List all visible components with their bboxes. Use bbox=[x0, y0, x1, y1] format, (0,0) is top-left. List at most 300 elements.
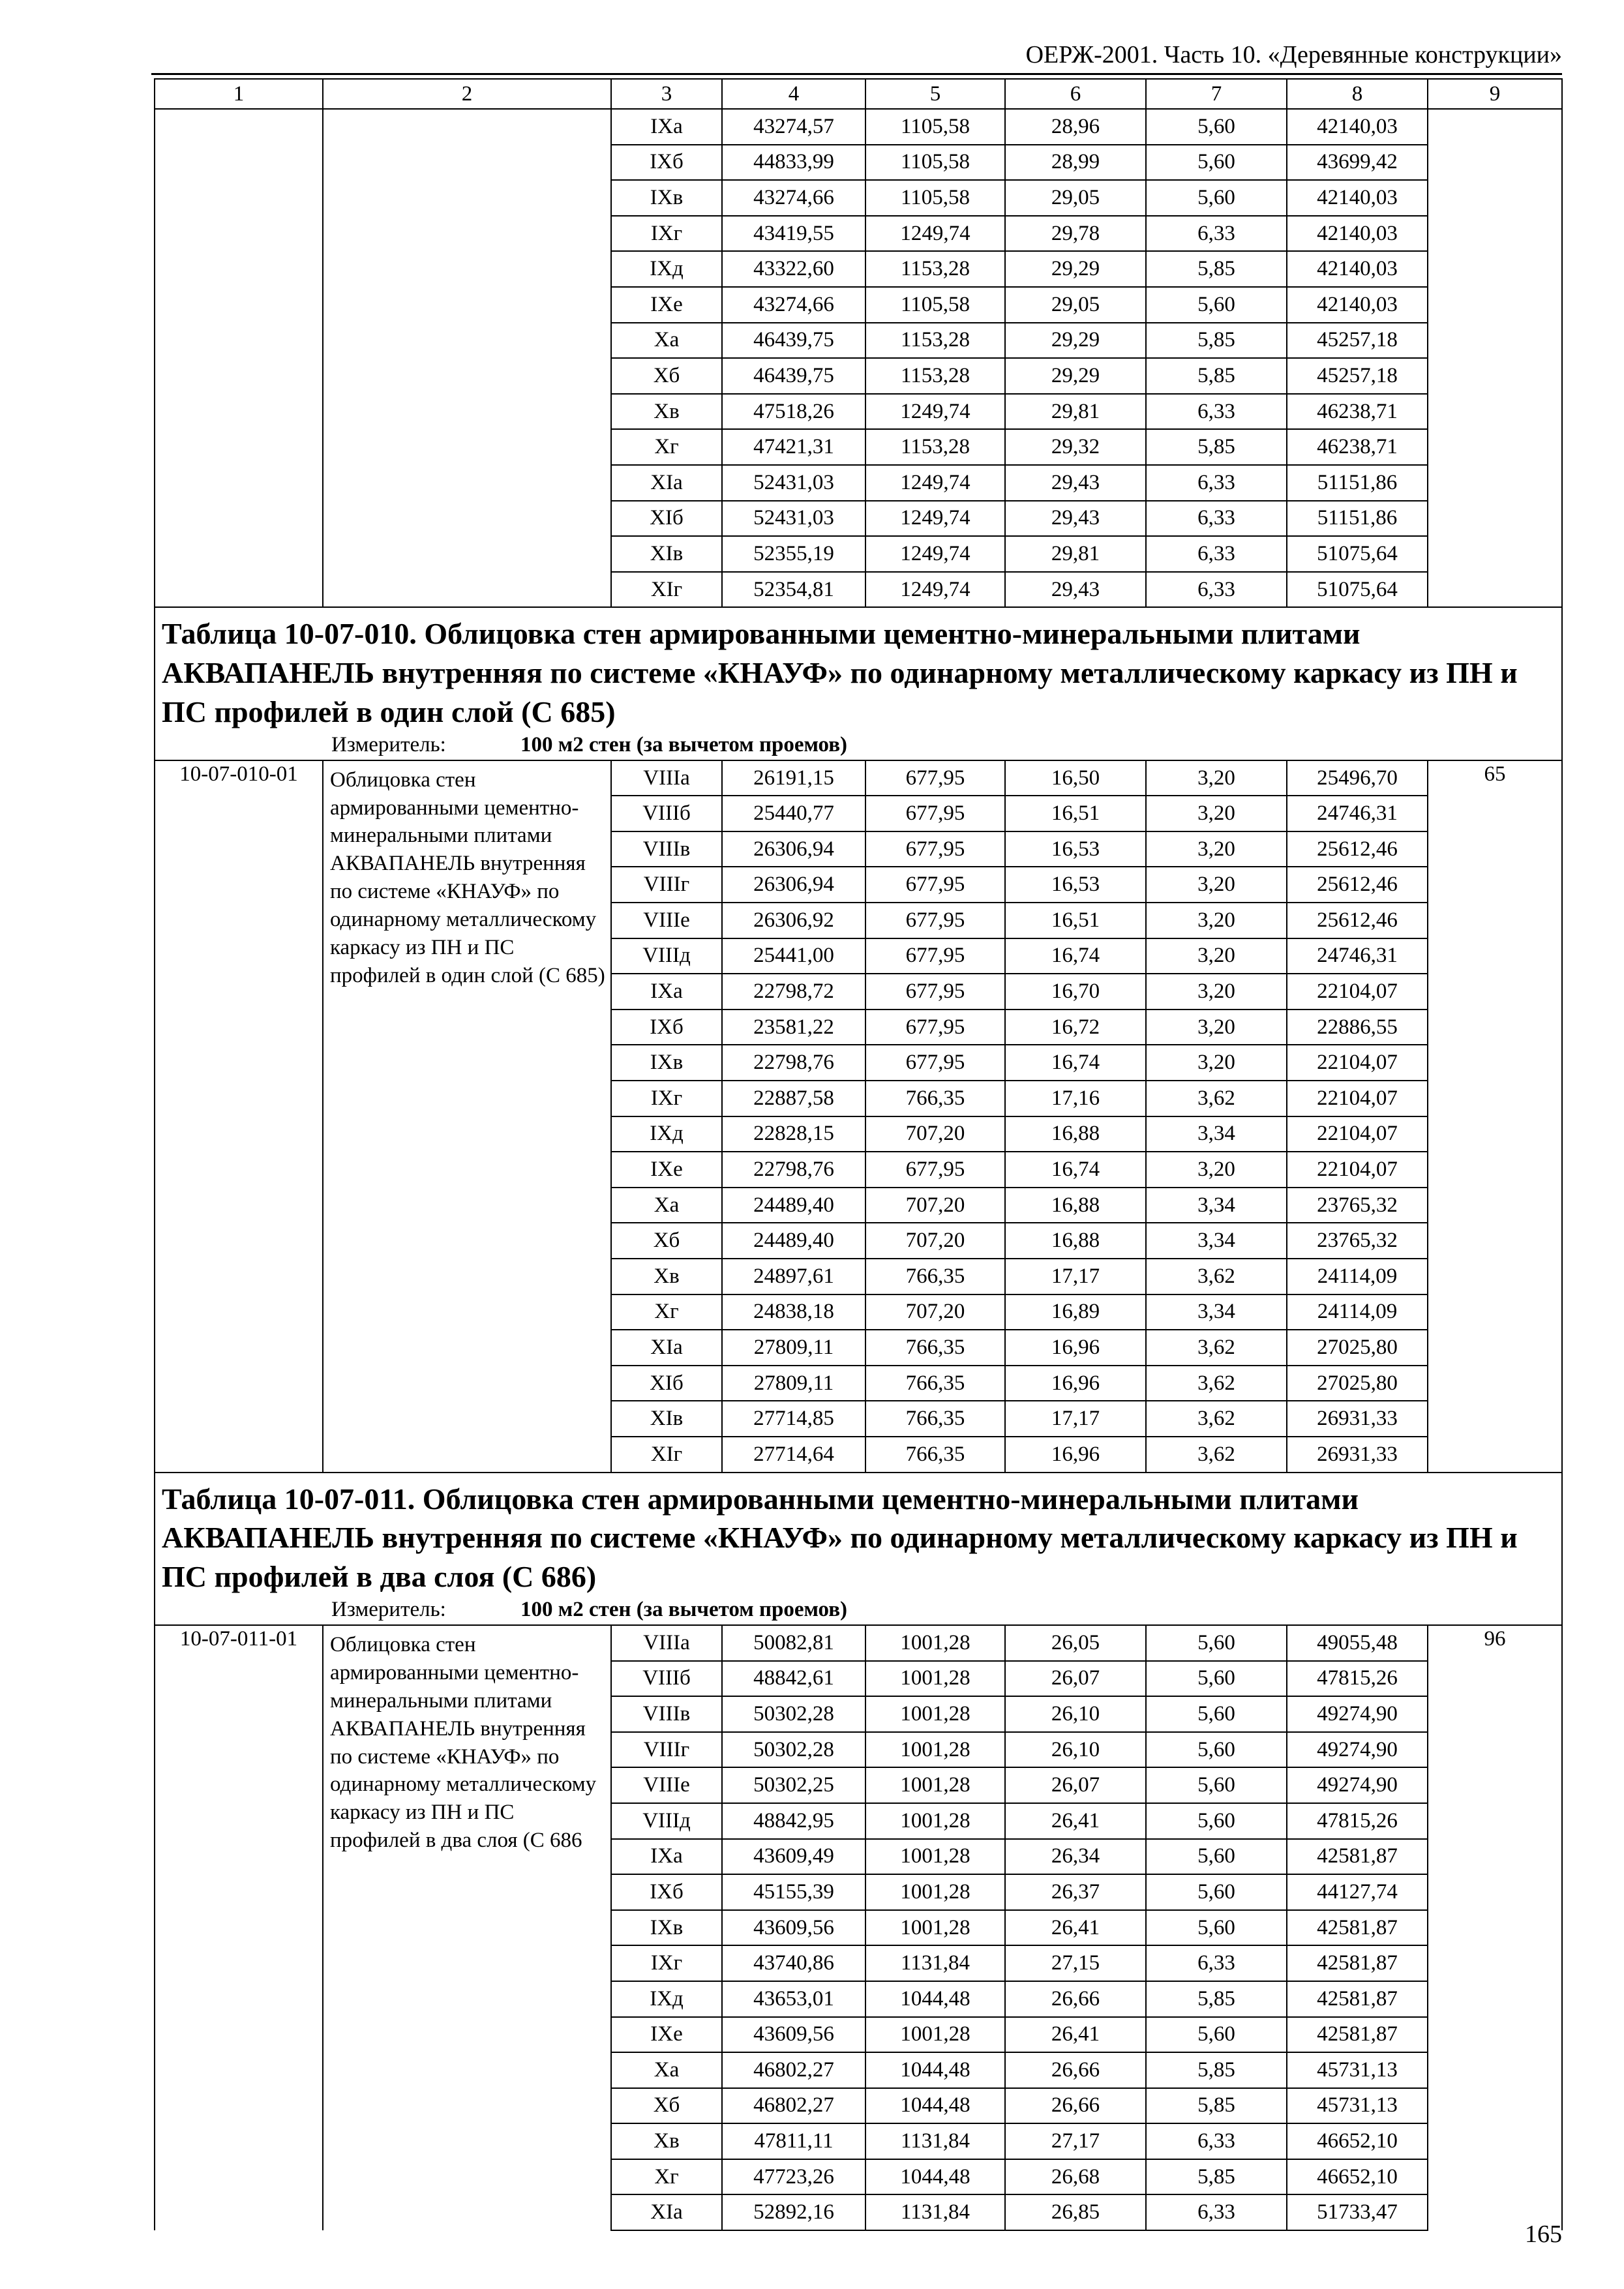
table-cell: 6,33 bbox=[1146, 2194, 1287, 2230]
table-cell: 3,62 bbox=[1146, 1366, 1287, 1401]
table-cell: IXд bbox=[611, 1981, 722, 2017]
table-cell: 45257,18 bbox=[1287, 323, 1428, 359]
table-cell: Xв bbox=[611, 394, 722, 430]
table-cell: 16,88 bbox=[1005, 1223, 1146, 1259]
table-cell: 677,95 bbox=[865, 974, 1005, 1010]
column-number: 6 bbox=[1005, 79, 1146, 109]
table-cell: 1001,28 bbox=[865, 1661, 1005, 1697]
table-cell: 16,51 bbox=[1005, 903, 1146, 938]
table-cell: 43274,66 bbox=[722, 287, 865, 323]
table-cell: IXе bbox=[611, 2017, 722, 2053]
table-cell: VIIIе bbox=[611, 903, 722, 938]
table-cell: 16,70 bbox=[1005, 974, 1146, 1010]
table-cell: 677,95 bbox=[865, 796, 1005, 831]
table-cell: 1153,28 bbox=[865, 251, 1005, 287]
table-cell: 24746,31 bbox=[1287, 938, 1428, 974]
table-cell: 3,20 bbox=[1146, 831, 1287, 867]
table-cell: 17,17 bbox=[1005, 1259, 1146, 1294]
table-cell: 5,60 bbox=[1146, 1696, 1287, 1732]
table-cell: 26,07 bbox=[1005, 1661, 1146, 1697]
table-cell: 677,95 bbox=[865, 760, 1005, 796]
table-cell: 52354,81 bbox=[722, 572, 865, 608]
table-cell: 25441,00 bbox=[722, 938, 865, 974]
table-cell: 3,62 bbox=[1146, 1259, 1287, 1294]
table-title: Таблица 10-07-010. Облицовка стен армированными цементно-минеральными плитами АКВАПАНЕЛЬ внутренняя по системе «КНАУФ» по одинарному металлическому каркасу из ПН и ПС профилей в один слой (С 685) bbox=[162, 617, 1518, 728]
table-cell: 707,20 bbox=[865, 1188, 1005, 1223]
table-cell: 26306,94 bbox=[722, 867, 865, 903]
table-cell: 6,33 bbox=[1146, 501, 1287, 537]
table-cell: 1249,74 bbox=[865, 216, 1005, 252]
table-cell: 3,62 bbox=[1146, 1330, 1287, 1366]
rate-description bbox=[323, 109, 611, 607]
rates-table bbox=[154, 78, 1563, 2231]
table-cell: 1001,28 bbox=[865, 1732, 1005, 1768]
table-cell: 26,05 bbox=[1005, 1625, 1146, 1661]
table-cell: 27025,80 bbox=[1287, 1330, 1428, 1366]
table-cell: 1001,28 bbox=[865, 1910, 1005, 1946]
column-number: 4 bbox=[722, 79, 865, 109]
table-cell: 43653,01 bbox=[722, 1981, 865, 2017]
table-cell: 16,72 bbox=[1005, 1010, 1146, 1045]
table-cell: 29,43 bbox=[1005, 465, 1146, 501]
table-cell: 44127,74 bbox=[1287, 1874, 1428, 1910]
table-cell: 16,50 bbox=[1005, 760, 1146, 796]
table-row bbox=[155, 109, 1562, 145]
table-cell: 16,53 bbox=[1005, 831, 1146, 867]
table-cell: IXг bbox=[611, 1081, 722, 1116]
table-cell: 26,10 bbox=[1005, 1696, 1146, 1732]
table-cell: 49274,90 bbox=[1287, 1696, 1428, 1732]
table-cell: VIIIд bbox=[611, 1803, 722, 1839]
table-cell: 5,60 bbox=[1146, 180, 1287, 216]
table-cell: 26,07 bbox=[1005, 1767, 1146, 1803]
table-cell: 23581,22 bbox=[722, 1010, 865, 1045]
table-cell: 52431,03 bbox=[722, 465, 865, 501]
table-cell: 29,43 bbox=[1005, 501, 1146, 537]
table-cell: 5,85 bbox=[1146, 429, 1287, 465]
table-cell: 1131,84 bbox=[865, 1945, 1005, 1981]
table-cell: 677,95 bbox=[865, 831, 1005, 867]
table-cell: 29,81 bbox=[1005, 394, 1146, 430]
table-cell: XIа bbox=[611, 1330, 722, 1366]
table-cell: 27714,85 bbox=[722, 1401, 865, 1437]
table-cell: 24114,09 bbox=[1287, 1259, 1428, 1294]
table-cell: 47518,26 bbox=[722, 394, 865, 430]
table-cell: IXа bbox=[611, 974, 722, 1010]
table-cell: 677,95 bbox=[865, 867, 1005, 903]
table-cell: 5,85 bbox=[1146, 2052, 1287, 2088]
table-cell: 22886,55 bbox=[1287, 1010, 1428, 1045]
table-cell: Xг bbox=[611, 2159, 722, 2195]
header-rule bbox=[151, 73, 1562, 75]
table-cell: 46439,75 bbox=[722, 323, 865, 359]
table-cell: 26,68 bbox=[1005, 2159, 1146, 2195]
table-cell: 16,96 bbox=[1005, 1330, 1146, 1366]
table-cell: 49274,90 bbox=[1287, 1732, 1428, 1768]
table-cell: 26,34 bbox=[1005, 1839, 1146, 1875]
table-cell: 24838,18 bbox=[722, 1294, 865, 1330]
table-cell: 23765,32 bbox=[1287, 1223, 1428, 1259]
table-cell: XIг bbox=[611, 572, 722, 608]
rate-description: Облицовка стен армированными цементно-минеральными плитами АКВАПАНЕЛЬ внутренняя по системе «КНАУФ» по одинарному металлическому каркасу из ПН и ПС профилей в два слоя (С 686 bbox=[323, 1625, 611, 2230]
table-cell: 5,60 bbox=[1146, 2017, 1287, 2053]
table-cell: 45731,13 bbox=[1287, 2052, 1428, 2088]
table-cell: 47815,26 bbox=[1287, 1803, 1428, 1839]
table-cell: 5,60 bbox=[1146, 1874, 1287, 1910]
table-cell: 5,60 bbox=[1146, 1910, 1287, 1946]
table-cell: 3,62 bbox=[1146, 1081, 1287, 1116]
table-cell: 707,20 bbox=[865, 1116, 1005, 1152]
table-cell: 1001,28 bbox=[865, 1696, 1005, 1732]
table-cell: 1249,74 bbox=[865, 572, 1005, 608]
table-cell: 3,34 bbox=[1146, 1188, 1287, 1223]
table-cell: 43609,56 bbox=[722, 2017, 865, 2053]
table-cell: 3,20 bbox=[1146, 1045, 1287, 1081]
table-cell: 3,20 bbox=[1146, 974, 1287, 1010]
page-header: ОЕРЖ-2001. Часть 10. «Деревянные конструкции» bbox=[1025, 41, 1562, 68]
table-cell: 5,60 bbox=[1146, 1839, 1287, 1875]
table-cell: XIа bbox=[611, 2194, 722, 2230]
table-cell: 16,96 bbox=[1005, 1437, 1146, 1473]
table-cell: XIб bbox=[611, 501, 722, 537]
table-cell: 6,33 bbox=[1146, 536, 1287, 572]
table-cell: 27809,11 bbox=[722, 1330, 865, 1366]
table-cell: 45155,39 bbox=[722, 1874, 865, 1910]
table-cell: 1105,58 bbox=[865, 287, 1005, 323]
table-cell: 26,10 bbox=[1005, 1732, 1146, 1768]
table-cell: VIIIе bbox=[611, 1767, 722, 1803]
table-cell: 50302,25 bbox=[722, 1767, 865, 1803]
table-cell: Xб bbox=[611, 358, 722, 394]
table-cell: 48842,61 bbox=[722, 1661, 865, 1697]
table-cell: 43274,57 bbox=[722, 109, 865, 145]
table-cell: 3,34 bbox=[1146, 1294, 1287, 1330]
table-cell: 1249,74 bbox=[865, 394, 1005, 430]
table-cell: 51075,64 bbox=[1287, 536, 1428, 572]
table-cell: 26931,33 bbox=[1287, 1401, 1428, 1437]
table-cell: VIIIб bbox=[611, 1661, 722, 1697]
table-cell: 16,88 bbox=[1005, 1116, 1146, 1152]
table-cell: 766,35 bbox=[865, 1081, 1005, 1116]
column-number: 8 bbox=[1287, 79, 1428, 109]
table-cell: 52431,03 bbox=[722, 501, 865, 537]
table-cell: 1153,28 bbox=[865, 323, 1005, 359]
table-cell: 1131,84 bbox=[865, 2194, 1005, 2230]
table-cell: 1001,28 bbox=[865, 1839, 1005, 1875]
table-cell: 26931,33 bbox=[1287, 1437, 1428, 1473]
table-cell: 22828,15 bbox=[722, 1116, 865, 1152]
table-cell: 16,53 bbox=[1005, 867, 1146, 903]
table-cell: 26,41 bbox=[1005, 2017, 1146, 2053]
table-cell: 28,96 bbox=[1005, 109, 1146, 145]
table-cell: 3,20 bbox=[1146, 903, 1287, 938]
table-cell: 25440,77 bbox=[722, 796, 865, 831]
table-cell: 47811,11 bbox=[722, 2123, 865, 2159]
table-cell: XIа bbox=[611, 465, 722, 501]
table-cell: 1044,48 bbox=[865, 2159, 1005, 2195]
table-cell: 27809,11 bbox=[722, 1366, 865, 1401]
table-cell: 48842,95 bbox=[722, 1803, 865, 1839]
column-number: 9 bbox=[1428, 79, 1562, 109]
table-cell: 707,20 bbox=[865, 1294, 1005, 1330]
table-cell: 42140,03 bbox=[1287, 109, 1428, 145]
table-cell: 5,85 bbox=[1146, 2088, 1287, 2124]
table-cell: 5,60 bbox=[1146, 145, 1287, 181]
column-number: 3 bbox=[611, 79, 722, 109]
rate-code: 10-07-011-01 bbox=[155, 1625, 323, 2230]
table-cell: 1249,74 bbox=[865, 536, 1005, 572]
rate-norm: 65 bbox=[1428, 760, 1562, 1473]
page-number: 165 bbox=[1525, 2221, 1562, 2248]
table-cell: 47421,31 bbox=[722, 429, 865, 465]
table-cell: 50302,28 bbox=[722, 1732, 865, 1768]
table-cell: IXе bbox=[611, 1152, 722, 1188]
table-cell: 6,33 bbox=[1146, 394, 1287, 430]
table-cell: 42140,03 bbox=[1287, 251, 1428, 287]
table-cell: 26,66 bbox=[1005, 1981, 1146, 2017]
rate-description: Облицовка стен армированными цементно-минеральными плитами АКВАПАНЕЛЬ внутренняя по системе «КНАУФ» по одинарному металлическому каркасу из ПН и ПС профилей в один слой (С 685) bbox=[323, 760, 611, 1473]
table-cell: 29,29 bbox=[1005, 251, 1146, 287]
table-cell: 22104,07 bbox=[1287, 1045, 1428, 1081]
unit-label: Измеритель: bbox=[331, 1597, 446, 1621]
table-cell: 42581,87 bbox=[1287, 2017, 1428, 2053]
table-cell: 42140,03 bbox=[1287, 180, 1428, 216]
table-cell: 3,20 bbox=[1146, 1010, 1287, 1045]
table-cell: 46238,71 bbox=[1287, 429, 1428, 465]
table-cell: 1153,28 bbox=[865, 429, 1005, 465]
table-cell: Xв bbox=[611, 2123, 722, 2159]
table-cell: 22798,72 bbox=[722, 974, 865, 1010]
table-cell: 3,62 bbox=[1146, 1401, 1287, 1437]
table-cell: 22798,76 bbox=[722, 1045, 865, 1081]
table-cell: Xб bbox=[611, 2088, 722, 2124]
table-cell: 24114,09 bbox=[1287, 1294, 1428, 1330]
table-cell: 47815,26 bbox=[1287, 1661, 1428, 1697]
table-cell: 3,62 bbox=[1146, 1437, 1287, 1473]
table-cell: 5,60 bbox=[1146, 109, 1287, 145]
table-cell: Xа bbox=[611, 2052, 722, 2088]
table-cell: 766,35 bbox=[865, 1437, 1005, 1473]
table-cell: 50082,81 bbox=[722, 1625, 865, 1661]
table-cell: 5,60 bbox=[1146, 1661, 1287, 1697]
table-cell: 1105,58 bbox=[865, 109, 1005, 145]
table-cell: Xг bbox=[611, 1294, 722, 1330]
rates-table-body bbox=[155, 79, 1562, 2230]
column-number: 2 bbox=[323, 79, 611, 109]
unit-label: Измеритель: bbox=[331, 732, 446, 756]
table-cell: 16,51 bbox=[1005, 796, 1146, 831]
table-cell: 6,33 bbox=[1146, 216, 1287, 252]
table-title: Таблица 10-07-011. Облицовка стен армированными цементно-минеральными плитами АКВАПАНЕЛЬ внутренняя по системе «КНАУФ» по одинарному металлическому каркасу из ПН и ПС профилей в два слоя (С 686) bbox=[162, 1482, 1518, 1594]
table-cell: 46652,10 bbox=[1287, 2123, 1428, 2159]
table-cell: IXв bbox=[611, 1910, 722, 1946]
table-cell: 1153,28 bbox=[865, 358, 1005, 394]
table-cell: IXб bbox=[611, 1010, 722, 1045]
table-cell: 42140,03 bbox=[1287, 287, 1428, 323]
table-cell: 6,33 bbox=[1146, 2123, 1287, 2159]
table-cell: 49055,48 bbox=[1287, 1625, 1428, 1661]
table-cell: 766,35 bbox=[865, 1366, 1005, 1401]
table-cell: 6,33 bbox=[1146, 572, 1287, 608]
table-cell: 43609,49 bbox=[722, 1839, 865, 1875]
table-cell: XIг bbox=[611, 1437, 722, 1473]
table-cell: 26,37 bbox=[1005, 1874, 1146, 1910]
unit-line bbox=[162, 1599, 1555, 1621]
table-cell: 22104,07 bbox=[1287, 1081, 1428, 1116]
table-cell: 45731,13 bbox=[1287, 2088, 1428, 2124]
table-cell: 1001,28 bbox=[865, 2017, 1005, 2053]
table-cell: 27025,80 bbox=[1287, 1366, 1428, 1401]
table-cell: 46238,71 bbox=[1287, 394, 1428, 430]
table-cell: VIIIа bbox=[611, 1625, 722, 1661]
table-cell: 42581,87 bbox=[1287, 1910, 1428, 1946]
unit-value: 100 м2 стен (за вычетом проемов) bbox=[520, 732, 848, 756]
table-cell: 25612,46 bbox=[1287, 867, 1428, 903]
table-cell: 26306,92 bbox=[722, 903, 865, 938]
table-cell: IXв bbox=[611, 180, 722, 216]
table-cell: IXа bbox=[611, 109, 722, 145]
table-cell: 29,81 bbox=[1005, 536, 1146, 572]
table-cell: Xа bbox=[611, 323, 722, 359]
column-number: 7 bbox=[1146, 79, 1287, 109]
table-cell: VIIIб bbox=[611, 796, 722, 831]
table-cell: 26191,15 bbox=[722, 760, 865, 796]
table-cell: 43322,60 bbox=[722, 251, 865, 287]
table-cell: XIв bbox=[611, 1401, 722, 1437]
table-cell: 22887,58 bbox=[722, 1081, 865, 1116]
table-cell: VIIIв bbox=[611, 831, 722, 867]
table-cell: 16,88 bbox=[1005, 1188, 1146, 1223]
table-cell: 25612,46 bbox=[1287, 903, 1428, 938]
table-cell: 766,35 bbox=[865, 1401, 1005, 1437]
table-cell: 43419,55 bbox=[722, 216, 865, 252]
table-cell: 25496,70 bbox=[1287, 760, 1428, 796]
table-cell: 17,16 bbox=[1005, 1081, 1146, 1116]
table-cell: 5,85 bbox=[1146, 323, 1287, 359]
table-cell: 16,96 bbox=[1005, 1366, 1146, 1401]
table-cell: 677,95 bbox=[865, 1010, 1005, 1045]
table-cell: 28,99 bbox=[1005, 145, 1146, 181]
column-number: 5 bbox=[865, 79, 1005, 109]
table-cell: VIIIг bbox=[611, 1732, 722, 1768]
table-cell: 46802,27 bbox=[722, 2052, 865, 2088]
table-cell: 29,29 bbox=[1005, 358, 1146, 394]
table-cell: 707,20 bbox=[865, 1223, 1005, 1259]
table-cell: 3,20 bbox=[1146, 938, 1287, 974]
table-cell: 5,85 bbox=[1146, 1981, 1287, 2017]
table-cell: Xг bbox=[611, 429, 722, 465]
table-cell: IXе bbox=[611, 287, 722, 323]
table-cell: VIIIа bbox=[611, 760, 722, 796]
table-title-row bbox=[155, 607, 1562, 760]
table-cell: 24746,31 bbox=[1287, 796, 1428, 831]
rate-code bbox=[155, 109, 323, 607]
table-cell: 5,60 bbox=[1146, 1625, 1287, 1661]
table-cell: 26306,94 bbox=[722, 831, 865, 867]
table-title-cell bbox=[155, 607, 1562, 760]
table-cell: 5,60 bbox=[1146, 1732, 1287, 1768]
table-cell: 27,15 bbox=[1005, 1945, 1146, 1981]
table-cell: 27,17 bbox=[1005, 2123, 1146, 2159]
table-cell: IXв bbox=[611, 1045, 722, 1081]
table-cell: 42581,87 bbox=[1287, 1981, 1428, 2017]
table-cell: 3,34 bbox=[1146, 1116, 1287, 1152]
table-row bbox=[155, 760, 1562, 796]
table-cell: 5,85 bbox=[1146, 251, 1287, 287]
table-cell: 46439,75 bbox=[722, 358, 865, 394]
table-cell: 52892,16 bbox=[722, 2194, 865, 2230]
rate-norm bbox=[1428, 109, 1562, 607]
table-cell: Xв bbox=[611, 1259, 722, 1294]
table-cell: IXд bbox=[611, 251, 722, 287]
table-cell: IXг bbox=[611, 1945, 722, 1981]
table-cell: 16,74 bbox=[1005, 938, 1146, 974]
table-cell: 5,60 bbox=[1146, 1767, 1287, 1803]
table-cell: 1131,84 bbox=[865, 2123, 1005, 2159]
table-cell: 677,95 bbox=[865, 903, 1005, 938]
table-cell: 1105,58 bbox=[865, 145, 1005, 181]
table-cell: 43609,56 bbox=[722, 1910, 865, 1946]
table-cell: 677,95 bbox=[865, 1152, 1005, 1188]
table-cell: 42581,87 bbox=[1287, 1839, 1428, 1875]
table-title-row bbox=[155, 1473, 1562, 1625]
table-cell: 43740,86 bbox=[722, 1945, 865, 1981]
table-cell: 1001,28 bbox=[865, 1803, 1005, 1839]
table-cell: 1001,28 bbox=[865, 1625, 1005, 1661]
table-cell: 6,33 bbox=[1146, 465, 1287, 501]
table-cell: 22798,76 bbox=[722, 1152, 865, 1188]
table-cell: IXа bbox=[611, 1839, 722, 1875]
table-cell: 17,17 bbox=[1005, 1401, 1146, 1437]
table-cell: 50302,28 bbox=[722, 1696, 865, 1732]
table-cell: 1044,48 bbox=[865, 2088, 1005, 2124]
table-cell: 766,35 bbox=[865, 1259, 1005, 1294]
table-cell: 3,20 bbox=[1146, 796, 1287, 831]
table-cell: 16,74 bbox=[1005, 1152, 1146, 1188]
table-cell: 24897,61 bbox=[722, 1259, 865, 1294]
table-cell: 51151,86 bbox=[1287, 465, 1428, 501]
table-cell: 6,33 bbox=[1146, 1945, 1287, 1981]
table-row bbox=[155, 1625, 1562, 1661]
table-cell: 677,95 bbox=[865, 1045, 1005, 1081]
table-cell: 1249,74 bbox=[865, 501, 1005, 537]
table-cell: 5,85 bbox=[1146, 358, 1287, 394]
table-cell: 51151,86 bbox=[1287, 501, 1428, 537]
rate-norm: 96 bbox=[1428, 1625, 1562, 2230]
table-cell: 49274,90 bbox=[1287, 1767, 1428, 1803]
table-cell: 44833,99 bbox=[722, 145, 865, 181]
table-cell: 1001,28 bbox=[865, 1874, 1005, 1910]
table-cell: 27714,64 bbox=[722, 1437, 865, 1473]
table-cell: 23765,32 bbox=[1287, 1188, 1428, 1223]
table-cell: XIв bbox=[611, 536, 722, 572]
table-cell: 22104,07 bbox=[1287, 1116, 1428, 1152]
table-cell: 29,29 bbox=[1005, 323, 1146, 359]
table-cell: IXб bbox=[611, 1874, 722, 1910]
table-cell: 16,74 bbox=[1005, 1045, 1146, 1081]
table-cell: VIIIд bbox=[611, 938, 722, 974]
table-cell: 5,85 bbox=[1146, 2159, 1287, 2195]
table-cell: 3,20 bbox=[1146, 867, 1287, 903]
table-cell: 43274,66 bbox=[722, 180, 865, 216]
table-cell: 22104,07 bbox=[1287, 974, 1428, 1010]
table-cell: 5,60 bbox=[1146, 287, 1287, 323]
table-cell: 1044,48 bbox=[865, 1981, 1005, 2017]
table-cell: 26,85 bbox=[1005, 2194, 1146, 2230]
table-cell: 47723,26 bbox=[722, 2159, 865, 2195]
table-cell: 26,41 bbox=[1005, 1803, 1146, 1839]
table-cell: 25612,46 bbox=[1287, 831, 1428, 867]
